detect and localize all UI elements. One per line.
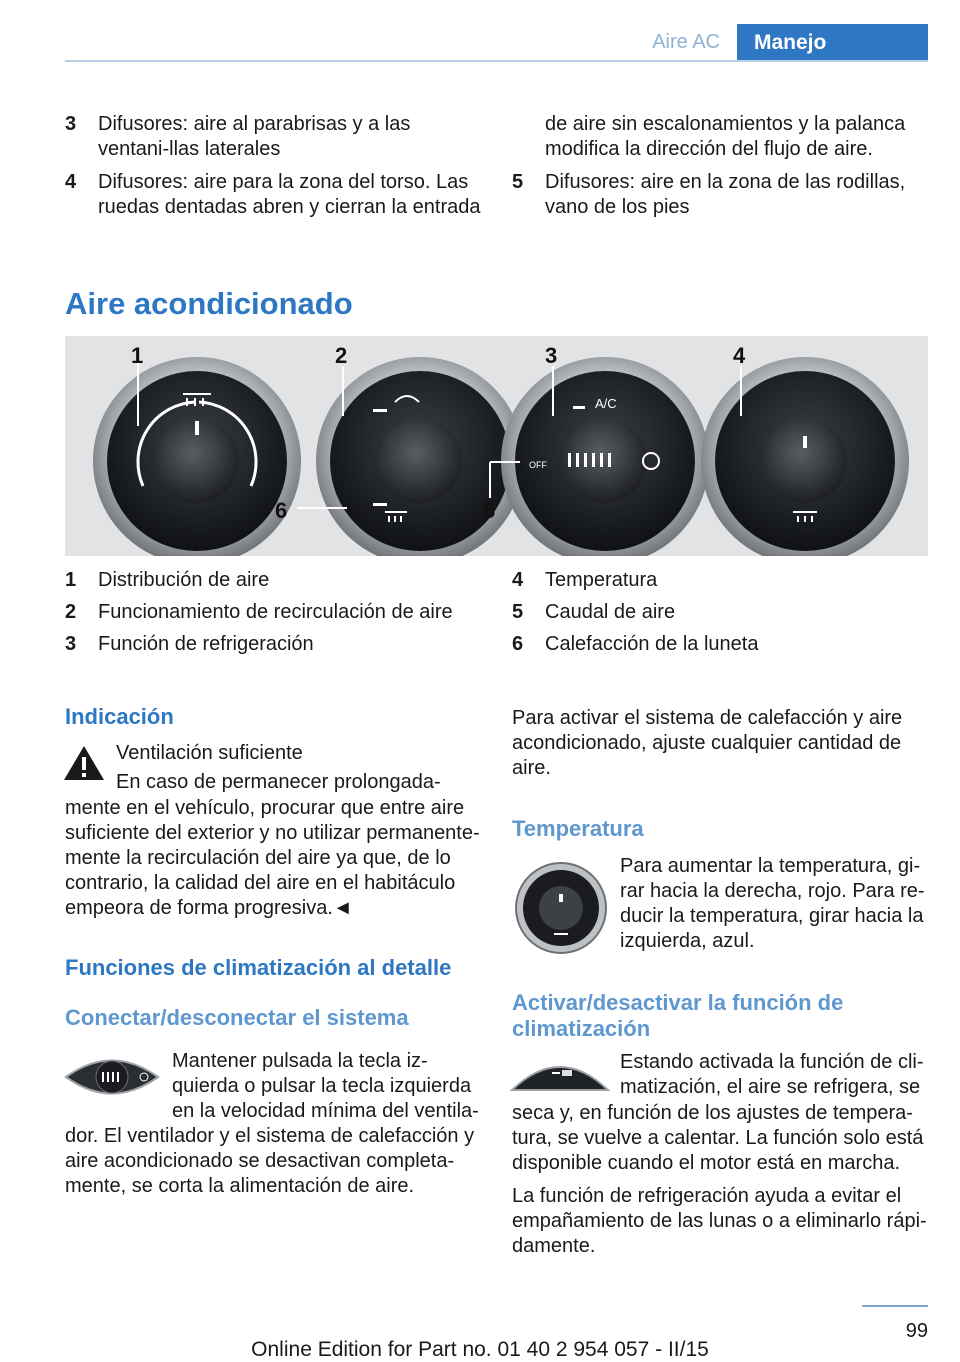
section-title: Aire acondicionado xyxy=(65,286,353,321)
list-item xyxy=(65,112,485,162)
item-text: Difusores: aire al parabrisas y a las ventani-llas laterales xyxy=(98,113,411,160)
online-edition-note: Online Edition for Part no. 01 40 2 954 057 - II/15 xyxy=(251,1338,709,1361)
notice-body: mente en el vehículo, procurar que entre aire suficiente del exterior y no utilizar permanente-mente la recirculación del aire ya que, de lo contrario, la calidad del aire en el habitáculo empeora de forma progresiva.◄ xyxy=(65,797,480,919)
callout-4: 4 xyxy=(733,343,746,368)
legend-number: 5 xyxy=(512,601,524,623)
temperature-dial-thumbnail-icon xyxy=(512,860,610,956)
legend-item xyxy=(65,632,485,657)
dial-fan-ac xyxy=(501,357,709,556)
activar-text-full: seca y, en función de los ajustes de tempera-tura, se vuelve a calentar. La función solo está disponible cuando el motor está en marcha. xyxy=(512,1102,924,1174)
legend-text: Distribución de aire xyxy=(98,569,270,591)
item-number: 5 xyxy=(512,171,524,193)
list-item xyxy=(65,170,485,220)
legend-item xyxy=(65,568,485,593)
warning-icon xyxy=(62,743,106,783)
list-item xyxy=(512,170,928,220)
activar-text-side: Estando activada la función de cli-matización, el aire se refrigera, se xyxy=(620,1051,924,1098)
legend-text: Caudal de aire xyxy=(545,601,676,623)
callout-5: 5 xyxy=(483,498,496,523)
callout-2: 2 xyxy=(335,343,348,368)
legend-number: 6 xyxy=(512,633,524,655)
panel-svg xyxy=(65,336,928,556)
notice-title: Indicación xyxy=(65,704,174,729)
legend-item xyxy=(512,568,928,593)
header-chapter-tab[interactable]: Manejo xyxy=(737,24,928,62)
legend-number: 2 xyxy=(65,601,77,623)
list-item-continuation xyxy=(512,112,928,162)
item-text: Difusores: aire en la zona de las rodillas, vano de los pies xyxy=(545,171,906,218)
legend-text: Función de refrigeración xyxy=(98,633,314,655)
dial-temperature xyxy=(701,357,909,556)
callout-6: 6 xyxy=(275,498,288,523)
activar-text-2: La función de refrigeración ayuda a evitar el empañamiento de las lunas o a eliminarlo rápi-damente. xyxy=(512,1185,927,1257)
funciones-subtitle: Conectar/desconectar el sistema xyxy=(65,1005,409,1030)
funciones-title: Funciones de climatización al detalle xyxy=(65,955,452,980)
legend-text: Temperatura xyxy=(545,569,658,591)
dial-recirculation xyxy=(316,357,524,556)
legend-number: 4 xyxy=(512,569,524,591)
notice-line1: En caso de permanecer prolongada- xyxy=(116,771,441,793)
funciones-text-side: Mantener pulsada la tecla iz-quierda o pulsar la tecla izquierda en la velocidad mínima del ventila- xyxy=(172,1050,479,1122)
ac-label: A/C xyxy=(595,396,617,411)
climate-panel-illustration xyxy=(65,336,928,556)
fan-button-thumbnail-icon xyxy=(62,1050,162,1104)
item-number: 3 xyxy=(65,113,77,135)
legend-number: 1 xyxy=(65,569,77,591)
footer-rule xyxy=(862,1305,928,1307)
legend-text: Calefacción de la luneta xyxy=(545,633,759,655)
temperatura-title: Temperatura xyxy=(512,816,644,841)
callout-3: 3 xyxy=(545,343,558,368)
page-number: 99 xyxy=(905,1320,928,1342)
dial-air-distribution xyxy=(93,357,301,556)
legend-text: Funcionamiento de recirculación de aire xyxy=(98,601,453,623)
item-text: Difusores: aire para la zona del torso. Las ruedas dentadas abren y cierran la entrada xyxy=(98,171,481,218)
legend-item xyxy=(65,600,485,625)
temperatura-text: Para aumentar la temperatura, gi-rar hacia la derecha, rojo. Para re-ducir la temperatura, girar hacia la izquierda, azul. xyxy=(620,855,925,952)
activar-title: Activar/desactivar la función de climatización xyxy=(512,990,844,1041)
item-number: 4 xyxy=(65,171,77,193)
funciones-text-full: dor. El ventilador y el sistema de calefacción y aire acondicionado se desactivan completa-mente, se corta la alimentación de aire. xyxy=(65,1125,475,1197)
notice-subtitle: Ventilación suficiente xyxy=(116,742,303,764)
legend-item xyxy=(512,632,928,657)
item-text: de aire sin escalonamientos y la palanca modifica la dirección del flujo de aire. xyxy=(545,113,906,160)
legend-number: 3 xyxy=(65,633,77,655)
right-intro: Para activar el sistema de calefacción y aire acondicionado, ajuste cualquier cantidad de aire. xyxy=(512,707,903,779)
header-section-label: Aire AC xyxy=(652,31,720,53)
legend-item xyxy=(512,600,928,625)
off-label: OFF xyxy=(529,460,547,470)
header-rule xyxy=(65,60,928,62)
callout-1: 1 xyxy=(131,343,144,368)
ac-button-thumbnail-icon xyxy=(510,1054,610,1094)
